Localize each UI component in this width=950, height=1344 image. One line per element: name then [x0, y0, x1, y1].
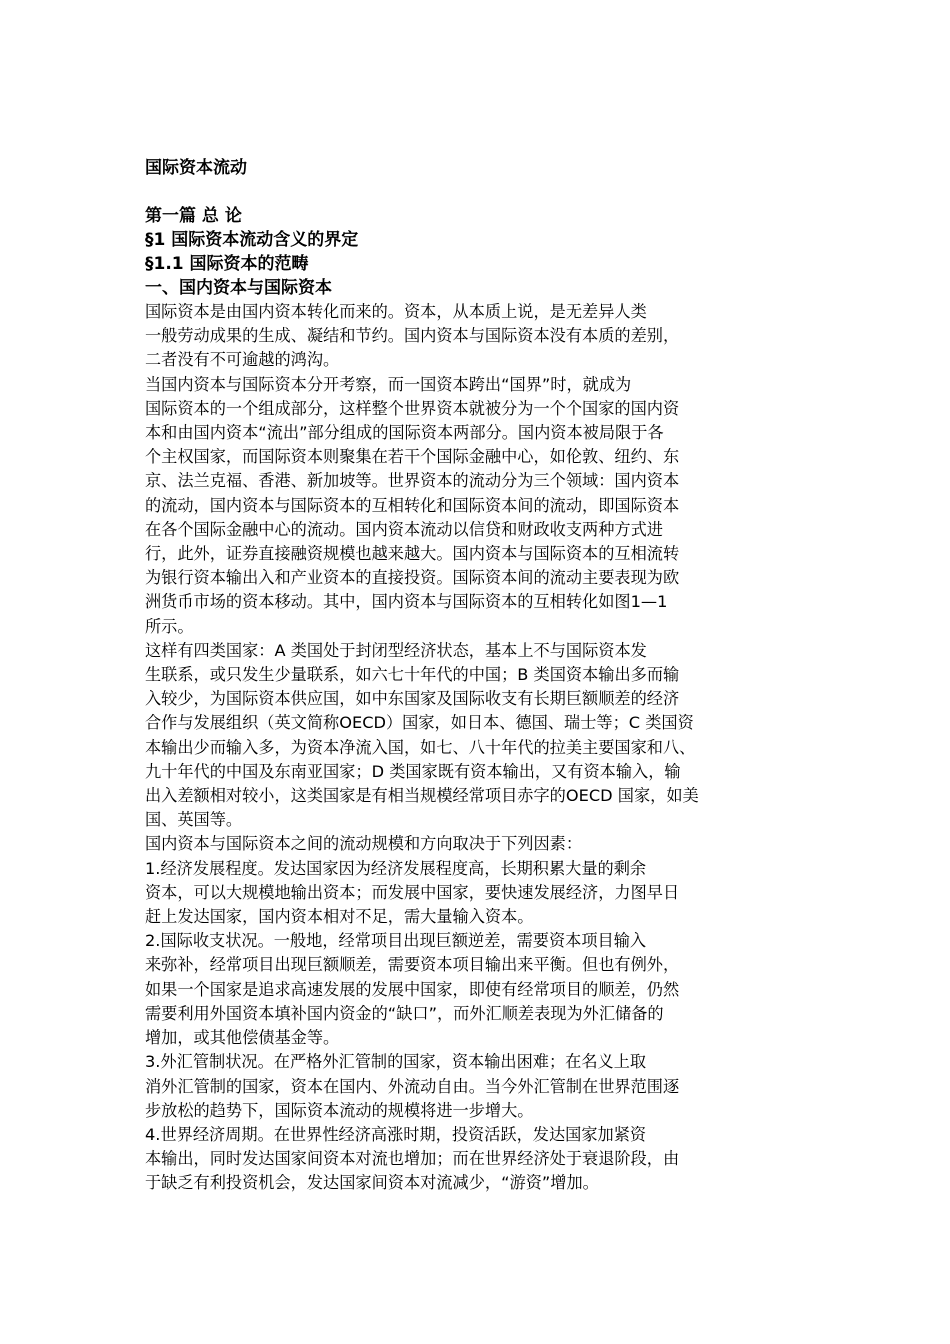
body-line: 国际资本是由国内资本转化而来的。资本，从本质上说，是无差异人类 — [145, 302, 647, 321]
body-line: 的流动，国内资本与国际资本的互相转化和国际资本间的流动，即国际资本 — [145, 495, 680, 515]
body-line: 2.国际收支状况。一般地，经常项目出现巨额逆差，需要资本项目输入 — [145, 931, 647, 951]
body-line: 赶上发达国家，国内资本相对不足，需大量输入资本。 — [145, 907, 534, 927]
body-line: 合作与发展组织（英文简称OECD）国家，如日本、德国、瑞士等；C 类国资 — [145, 713, 694, 733]
body-line: 当国内资本与国际资本分开考察，而一国资本跨出“国界”时，就成为 — [145, 374, 632, 394]
body-line: 一般劳动成果的生成、凝结和节约。国内资本与国际资本没有本质的差别， — [145, 326, 680, 346]
body-line: 步放松的趋势下，国际资本流动的规模将进一步增大。 — [145, 1100, 534, 1120]
body-line: 于缺乏有利投资机会，发达国家间资本对流减少，“游资”增加。 — [145, 1173, 599, 1193]
section-heading: §1 国际资本流动含义的界定 — [145, 230, 359, 250]
body-text — [145, 300, 795, 1196]
body-line: 本输出，同时发达国家间资本对流也增加；而在世界经济处于衰退阶段，由 — [145, 1149, 680, 1169]
body-line: 九十年代的中国及东南亚国家；D 类国家既有资本输出，又有资本输入，输 — [145, 761, 681, 781]
part-heading: 第一篇 总 论 — [145, 206, 242, 226]
body-line: 出入差额相对较小，这类国家是有相当规模经常项目赤字的OECD 国家，如美 — [145, 786, 699, 806]
body-line: 个主权国家，而国际资本则聚集在若干个国际金融中心，如伦敦、纽约、东 — [145, 447, 680, 467]
body-line: 国际资本的一个组成部分，这样整个世界资本就被分为一个个国家的国内资 — [145, 398, 680, 418]
top-spacer — [145, 145, 795, 156]
body-line: 这样有四类国家：A 类国处于封闭型经济状态，基本上不与国际资本发 — [145, 640, 647, 660]
body-line: 生联系，或只发生少量联系，如六七十年代的中国；B 类国资本输出多而输 — [145, 665, 680, 685]
body-line: 3.外汇管制状况。在严格外汇管制的国家，资本输出困难；在名义上取 — [145, 1052, 647, 1072]
body-line: 消外汇管制的国家，资本在国内、外流动自由。当今外汇管制在世界范围逐 — [145, 1076, 680, 1096]
body-line: 本输出少而输入多，为资本净流入国，如七、八十年代的拉美主要国家和八、 — [145, 737, 696, 757]
body-line: 国内资本与国际资本之间的流动规模和方向取决于下列因素： — [145, 834, 583, 854]
body-line: 4.世界经济周期。在世界性经济高涨时期，投资活跃，发达国家加紧资 — [145, 1124, 647, 1144]
body-line: 1.经济发展程度。发达国家因为经济发展程度高，长期积累大量的剩余 — [145, 858, 647, 878]
topic-heading: 一、国内资本与国际资本 — [145, 278, 332, 298]
body-line: 需要利用外国资本填补国内资金的“缺口”，而外汇顺差表现为外汇储备的 — [145, 1003, 664, 1023]
body-line: 国、英国等。 — [145, 810, 243, 830]
body-line: 来弥补，经常项目出现巨额顺差，需要资本项目输出来平衡。但也有例外， — [145, 955, 680, 975]
body-line: 洲货币市场的资本移动。其中，国内资本与国际资本的互相转化如图1—1 — [145, 592, 668, 612]
body-line: 入较少，为国际资本供应国，如中东国家及国际收支有长期巨额顺差的经济 — [145, 689, 680, 709]
body-line: 在各个国际金融中心的流动。国内资本流动以信贷和财政收支两种方式进 — [145, 519, 663, 539]
document-title: 国际资本流动 — [145, 158, 247, 178]
subsection-heading: §1.1 国际资本的范畴 — [145, 254, 309, 274]
body-line: 京、法兰克福、香港、新加坡等。世界资本的流动分为三个领域：国内资本 — [145, 471, 680, 491]
document-page — [145, 145, 795, 1196]
body-line: 资本，可以大规模地输出资本；而发展中国家，要快速发展经济，力图早日 — [145, 882, 680, 902]
body-line: 行，此外，证券直接融资规模也越来越大。国内资本与国际资本的互相流转 — [145, 544, 680, 564]
body-line: 为银行资本输出入和产业资本的直接投资。国际资本间的流动主要表现为欧 — [145, 568, 680, 588]
body-line: 如果一个国家是追求高速发展的发展中国家，即使有经常项目的顺差，仍然 — [145, 979, 680, 999]
body-line: 本和由国内资本“流出”部分组成的国际资本两部分。国内资本被局限于各 — [145, 423, 664, 443]
body-line: 增加，或其他偿债基金等。 — [145, 1028, 340, 1048]
body-line: 所示。 — [145, 616, 194, 636]
body-line: 二者没有不可逾越的鸿沟。 — [145, 350, 340, 370]
